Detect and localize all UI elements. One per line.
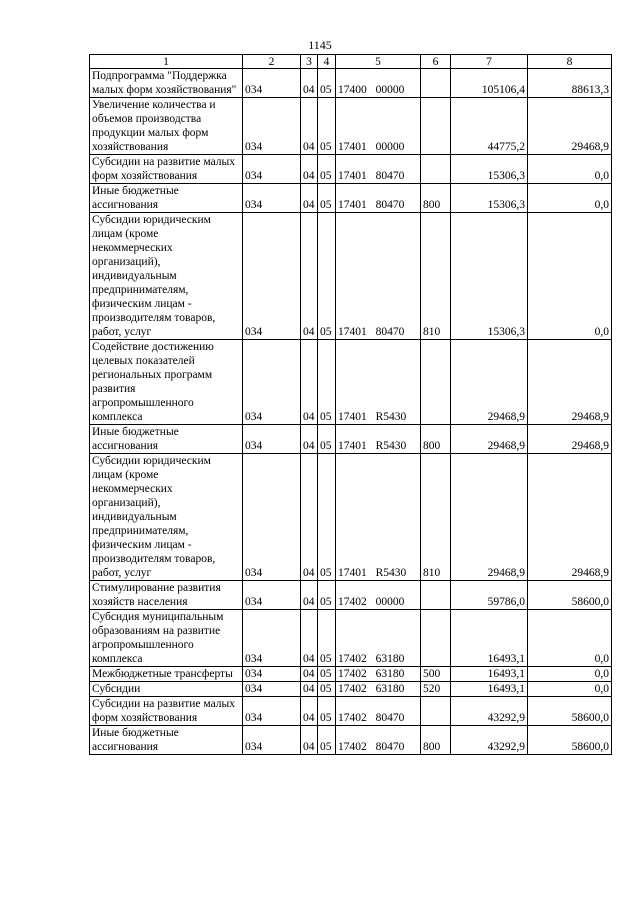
row-name: Содействие достижению целевых показателей региональных программ развития агропромышленного комплекса [90, 340, 243, 425]
row-expense-type [421, 581, 451, 610]
table-row [90, 155, 612, 184]
row-subsection: 05 [318, 184, 336, 213]
row-grbs: 034 [243, 425, 301, 454]
row-subsection: 05 [318, 667, 336, 682]
row-section: 04 [301, 697, 318, 726]
row-amount-col8: 0,0 [528, 213, 612, 340]
table-row [90, 213, 612, 340]
row-target-article: 17400 00000 [336, 69, 421, 98]
row-grbs: 034 [243, 184, 301, 213]
row-grbs: 034 [243, 682, 301, 697]
row-subsection: 05 [318, 581, 336, 610]
row-amount-col7: 15306,3 [451, 184, 528, 213]
row-amount-col7: 16493,1 [451, 667, 528, 682]
header-cell: 7 [451, 55, 528, 69]
row-target-article: 17401 R5430 [336, 454, 421, 581]
row-section: 04 [301, 454, 318, 581]
row-name: Подпрограмма "Поддержка малых форм хозяйствования" [90, 69, 243, 98]
row-name: Субсидии [90, 682, 243, 697]
row-target-article: 17401 R5430 [336, 425, 421, 454]
row-grbs: 034 [243, 581, 301, 610]
row-expense-type [421, 98, 451, 155]
row-name: Иные бюджетные ассигнования [90, 726, 243, 755]
table-row [90, 667, 612, 682]
row-subsection: 05 [318, 454, 336, 581]
row-amount-col8: 88613,3 [528, 69, 612, 98]
row-amount-col8: 0,0 [528, 610, 612, 667]
row-expense-type: 800 [421, 184, 451, 213]
row-amount-col7: 16493,1 [451, 682, 528, 697]
row-section: 04 [301, 184, 318, 213]
row-grbs: 034 [243, 610, 301, 667]
row-amount-col8: 0,0 [528, 682, 612, 697]
row-amount-col7: 43292,9 [451, 697, 528, 726]
row-expense-type [421, 697, 451, 726]
header-cell: 3 [301, 55, 318, 69]
row-section: 04 [301, 213, 318, 340]
table-row [90, 98, 612, 155]
row-grbs: 034 [243, 454, 301, 581]
row-subsection: 05 [318, 682, 336, 697]
row-target-article: 17401 R5430 [336, 340, 421, 425]
row-amount-col8: 29468,9 [528, 454, 612, 581]
row-target-article: 17402 63180 [336, 682, 421, 697]
row-name: Субсидии на развитие малых форм хозяйствования [90, 155, 243, 184]
row-name: Стимулирование развития хозяйств населения [90, 581, 243, 610]
row-expense-type: 520 [421, 682, 451, 697]
row-section: 04 [301, 69, 318, 98]
row-subsection: 05 [318, 726, 336, 755]
row-grbs: 034 [243, 726, 301, 755]
row-expense-type [421, 340, 451, 425]
table-row [90, 69, 612, 98]
table-row [90, 726, 612, 755]
row-subsection: 05 [318, 610, 336, 667]
row-subsection: 05 [318, 425, 336, 454]
row-name: Иные бюджетные ассигнования [90, 425, 243, 454]
row-grbs: 034 [243, 155, 301, 184]
row-expense-type [421, 155, 451, 184]
row-subsection: 05 [318, 69, 336, 98]
row-amount-col8: 0,0 [528, 155, 612, 184]
row-target-article: 17402 63180 [336, 667, 421, 682]
row-name: Субсидия муниципальным образованиям на развитие агропромышленного комплекса [90, 610, 243, 667]
table-row [90, 340, 612, 425]
row-amount-col7: 44775,2 [451, 98, 528, 155]
row-amount-col7: 16493,1 [451, 610, 528, 667]
table-body [90, 69, 612, 755]
row-target-article: 17401 80470 [336, 213, 421, 340]
row-expense-type: 810 [421, 213, 451, 340]
row-section: 04 [301, 98, 318, 155]
row-amount-col7: 59786,0 [451, 581, 528, 610]
row-section: 04 [301, 667, 318, 682]
row-subsection: 05 [318, 340, 336, 425]
header-cell: 8 [528, 55, 612, 69]
row-amount-col8: 58600,0 [528, 697, 612, 726]
row-amount-col8: 29468,9 [528, 98, 612, 155]
row-amount-col7: 43292,9 [451, 726, 528, 755]
row-grbs: 034 [243, 213, 301, 340]
row-target-article: 17401 80470 [336, 184, 421, 213]
row-amount-col8: 0,0 [528, 667, 612, 682]
row-section: 04 [301, 340, 318, 425]
header-cell: 6 [421, 55, 451, 69]
row-section: 04 [301, 425, 318, 454]
row-target-article: 17402 80470 [336, 726, 421, 755]
row-section: 04 [301, 682, 318, 697]
row-amount-col7: 29468,9 [451, 340, 528, 425]
row-name: Субсидии юридическим лицам (кроме некоммерческих организаций), индивидуальным предпринимателям, физическим лицам - производителям товаров, работ, услуг [90, 454, 243, 581]
header-cell: 5 [336, 55, 421, 69]
header-row [90, 55, 612, 69]
row-amount-col8: 58600,0 [528, 581, 612, 610]
budget-table [89, 54, 612, 755]
table-row [90, 454, 612, 581]
row-name: Субсидии на развитие малых форм хозяйствования [90, 697, 243, 726]
table-row [90, 581, 612, 610]
table-row [90, 697, 612, 726]
row-grbs: 034 [243, 697, 301, 726]
row-expense-type: 800 [421, 425, 451, 454]
row-target-article: 17402 80470 [336, 697, 421, 726]
row-amount-col8: 0,0 [528, 184, 612, 213]
row-name: Увеличение количества и объемов производства продукции малых форм хозяйствования [90, 98, 243, 155]
row-target-article: 17402 63180 [336, 610, 421, 667]
row-section: 04 [301, 581, 318, 610]
row-amount-col8: 29468,9 [528, 425, 612, 454]
row-expense-type: 500 [421, 667, 451, 682]
row-expense-type: 810 [421, 454, 451, 581]
row-expense-type: 800 [421, 726, 451, 755]
row-amount-col7: 29468,9 [451, 454, 528, 581]
row-section: 04 [301, 155, 318, 184]
row-name: Субсидии юридическим лицам (кроме некоммерческих организаций), индивидуальным предпринимателям, физическим лицам - производителям товаров, работ, услуг [90, 213, 243, 340]
row-amount-col7: 29468,9 [451, 425, 528, 454]
row-expense-type [421, 69, 451, 98]
row-grbs: 034 [243, 98, 301, 155]
header-cell: 2 [243, 55, 301, 69]
row-grbs: 034 [243, 667, 301, 682]
row-subsection: 05 [318, 155, 336, 184]
page-number: 1145 [308, 38, 332, 52]
row-amount-col7: 105106,4 [451, 69, 528, 98]
header-cell: 1 [90, 55, 243, 69]
row-grbs: 034 [243, 340, 301, 425]
row-amount-col7: 15306,3 [451, 213, 528, 340]
row-section: 04 [301, 726, 318, 755]
row-subsection: 05 [318, 213, 336, 340]
row-amount-col7: 15306,3 [451, 155, 528, 184]
table-row [90, 610, 612, 667]
row-target-article: 17401 80470 [336, 155, 421, 184]
row-expense-type [421, 610, 451, 667]
row-target-article: 17401 00000 [336, 98, 421, 155]
row-target-article: 17402 00000 [336, 581, 421, 610]
row-amount-col8: 58600,0 [528, 726, 612, 755]
header-cell: 4 [318, 55, 336, 69]
table-row [90, 184, 612, 213]
row-section: 04 [301, 610, 318, 667]
row-amount-col8: 29468,9 [528, 340, 612, 425]
row-name: Иные бюджетные ассигнования [90, 184, 243, 213]
row-grbs: 034 [243, 69, 301, 98]
row-subsection: 05 [318, 98, 336, 155]
table-row [90, 682, 612, 697]
row-name: Межбюджетные трансферты [90, 667, 243, 682]
table-row [90, 425, 612, 454]
row-subsection: 05 [318, 697, 336, 726]
